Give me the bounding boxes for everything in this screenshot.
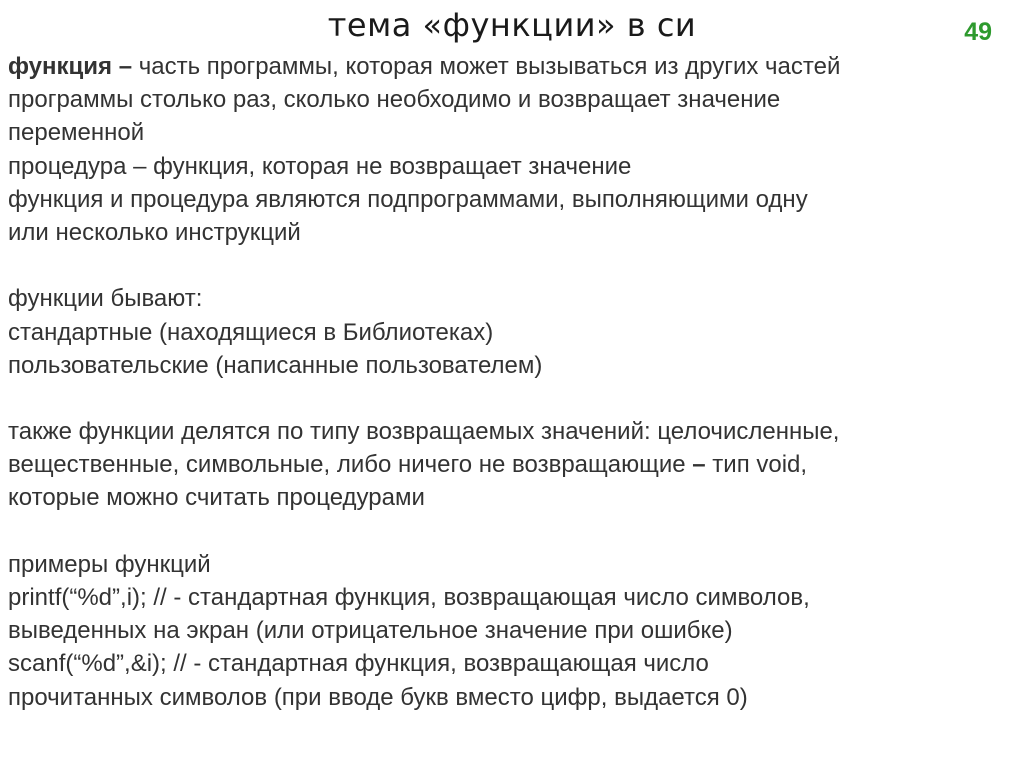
slide-body (8, 50, 1018, 714)
slide-number: 49 (964, 18, 992, 46)
definition-line-1 (8, 50, 1018, 83)
slide-title: тема «функции» в си (327, 6, 697, 44)
return-types-line-2 (8, 448, 1018, 481)
definition-line-2: программы столько раз, сколько необходимо и возвращает значение (8, 86, 781, 114)
spacer (8, 249, 1018, 282)
scanf-example-line-1: scanf(“%d”,&i); // - стандартная функция, возвращающая число (8, 650, 709, 678)
definition-line-3: переменной (8, 119, 145, 147)
spacer (8, 382, 1018, 415)
kind-standard: стандартные (находящиеся в Библиотеках) (8, 318, 494, 346)
function-term: функция – (8, 53, 133, 80)
kind-user: пользовательские (написанные пользователем) (8, 351, 543, 379)
void-type-text: тип void, (705, 451, 808, 479)
printf-example-line-2: выведенных на экран (или отрицательное значение при ошибке) (8, 617, 733, 645)
kinds-heading: функции бывают: (8, 285, 203, 313)
subprograms-line-1: функция и процедура являются подпрограммами, выполняющими одну (8, 185, 808, 213)
printf-example-line-1: printf(“%d”,i); // - стандартная функция, возвращающая число символов, (8, 584, 810, 611)
return-types-line-1: также функции делятся по типу возвращаемых значений: целочисленные, (8, 418, 840, 446)
return-types-text: вещественные, символьные, либо ничего не возвращающие (8, 451, 693, 479)
scanf-example-line-2: прочитанных символов (при вводе букв вместо цифр, выдается 0) (8, 683, 748, 711)
definition-text: часть программы, которая может вызываться из других частей (132, 53, 841, 80)
bold-dash: – (692, 451, 706, 479)
subprograms-line-2: или несколько инструкций (8, 218, 301, 246)
procedure-definition: процедура – функция, которая не возвращает значение (8, 152, 632, 180)
spacer (8, 515, 1018, 548)
return-types-line-3: которые можно считать процедурами (8, 484, 425, 512)
examples-heading: примеры функций (8, 550, 211, 578)
